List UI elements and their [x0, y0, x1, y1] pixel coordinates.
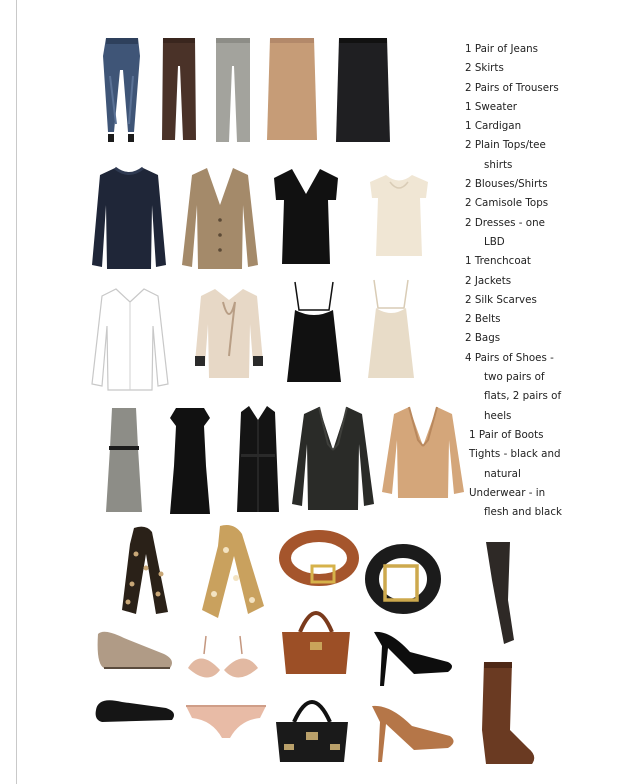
checklist-line: LBD — [484, 235, 505, 248]
camel-pencil-skirt-image — [266, 36, 318, 144]
black-belt-image — [369, 544, 437, 614]
nude-bra-image — [184, 634, 262, 694]
jeans-image — [100, 36, 144, 144]
brown-boots-image — [476, 660, 538, 770]
checklist-line: shirts — [484, 158, 513, 171]
camel-cardigan-image — [180, 165, 260, 271]
little-black-dress-image — [166, 406, 214, 516]
ivory-tee-image — [368, 172, 430, 258]
black-flats-image — [92, 690, 178, 726]
tan-heels-image — [368, 696, 458, 766]
checklist-line: natural — [484, 467, 521, 480]
checklist-line: 2 Jackets — [465, 274, 512, 287]
brown-trousers-image — [160, 36, 198, 144]
black-pencil-skirt-image — [335, 36, 391, 144]
tan-handbag-image — [276, 598, 356, 678]
checklist-line: 2 Bags — [465, 332, 501, 345]
camel-blazer-image — [380, 404, 466, 500]
checklist-line: flesh and black — [484, 506, 562, 519]
black-camisole-image — [283, 280, 345, 384]
beige-blouse-image — [193, 286, 265, 380]
black-patent-heels-image — [370, 626, 456, 690]
checklist-line: 1 Pair of Boots — [469, 428, 544, 441]
checklist-line: 2 Silk Scarves — [465, 293, 537, 306]
checklist-line: 1 Trenchcoat — [465, 255, 531, 268]
checklist-line: 2 Belts — [465, 313, 501, 326]
checklist-line: 4 Pairs of Shoes - — [465, 351, 554, 364]
tan-loafers-image — [94, 624, 178, 676]
checklist-line: 2 Camisole Tops — [465, 197, 549, 210]
beige-camisole-image — [364, 278, 418, 380]
checklist-line: Underwear - in — [469, 486, 546, 499]
checklist-line: heels — [484, 409, 512, 422]
grey-dress-image — [104, 406, 144, 514]
black-tights-image — [482, 540, 518, 650]
black-tee-image — [270, 166, 342, 266]
checklist-line: 2 Blouses/Shirts — [465, 178, 548, 191]
checklist-line: Tights - black and — [469, 448, 561, 461]
leopard-scarf-image — [106, 524, 176, 616]
checklist-line: 2 Plain Tops/tee — [465, 139, 546, 152]
black-trenchcoat-image — [235, 404, 281, 514]
checklist-line: 2 Dresses - one — [465, 216, 545, 229]
nude-briefs-image — [184, 702, 268, 742]
checklist-line: 1 Cardigan — [465, 120, 522, 133]
gold-silk-scarf-image — [190, 522, 266, 620]
wardrobe-checklist — [465, 40, 575, 522]
checklist-line: 2 Pairs of Trousers — [465, 81, 559, 94]
black-blazer-image — [290, 404, 376, 512]
black-handbag-image — [270, 684, 354, 764]
checklist-line: 1 Sweater — [465, 100, 518, 113]
white-shirt-image — [90, 286, 170, 392]
checklist-line: flats, 2 pairs of — [484, 390, 562, 403]
grey-trousers-image — [213, 36, 253, 144]
navy-sweater-image — [90, 165, 168, 271]
tan-belt-image — [282, 530, 356, 586]
checklist-line: 1 Pair of Jeans — [465, 43, 539, 55]
checklist-line: 2 Skirts — [465, 62, 504, 75]
checklist-line: two pairs of — [484, 371, 545, 384]
